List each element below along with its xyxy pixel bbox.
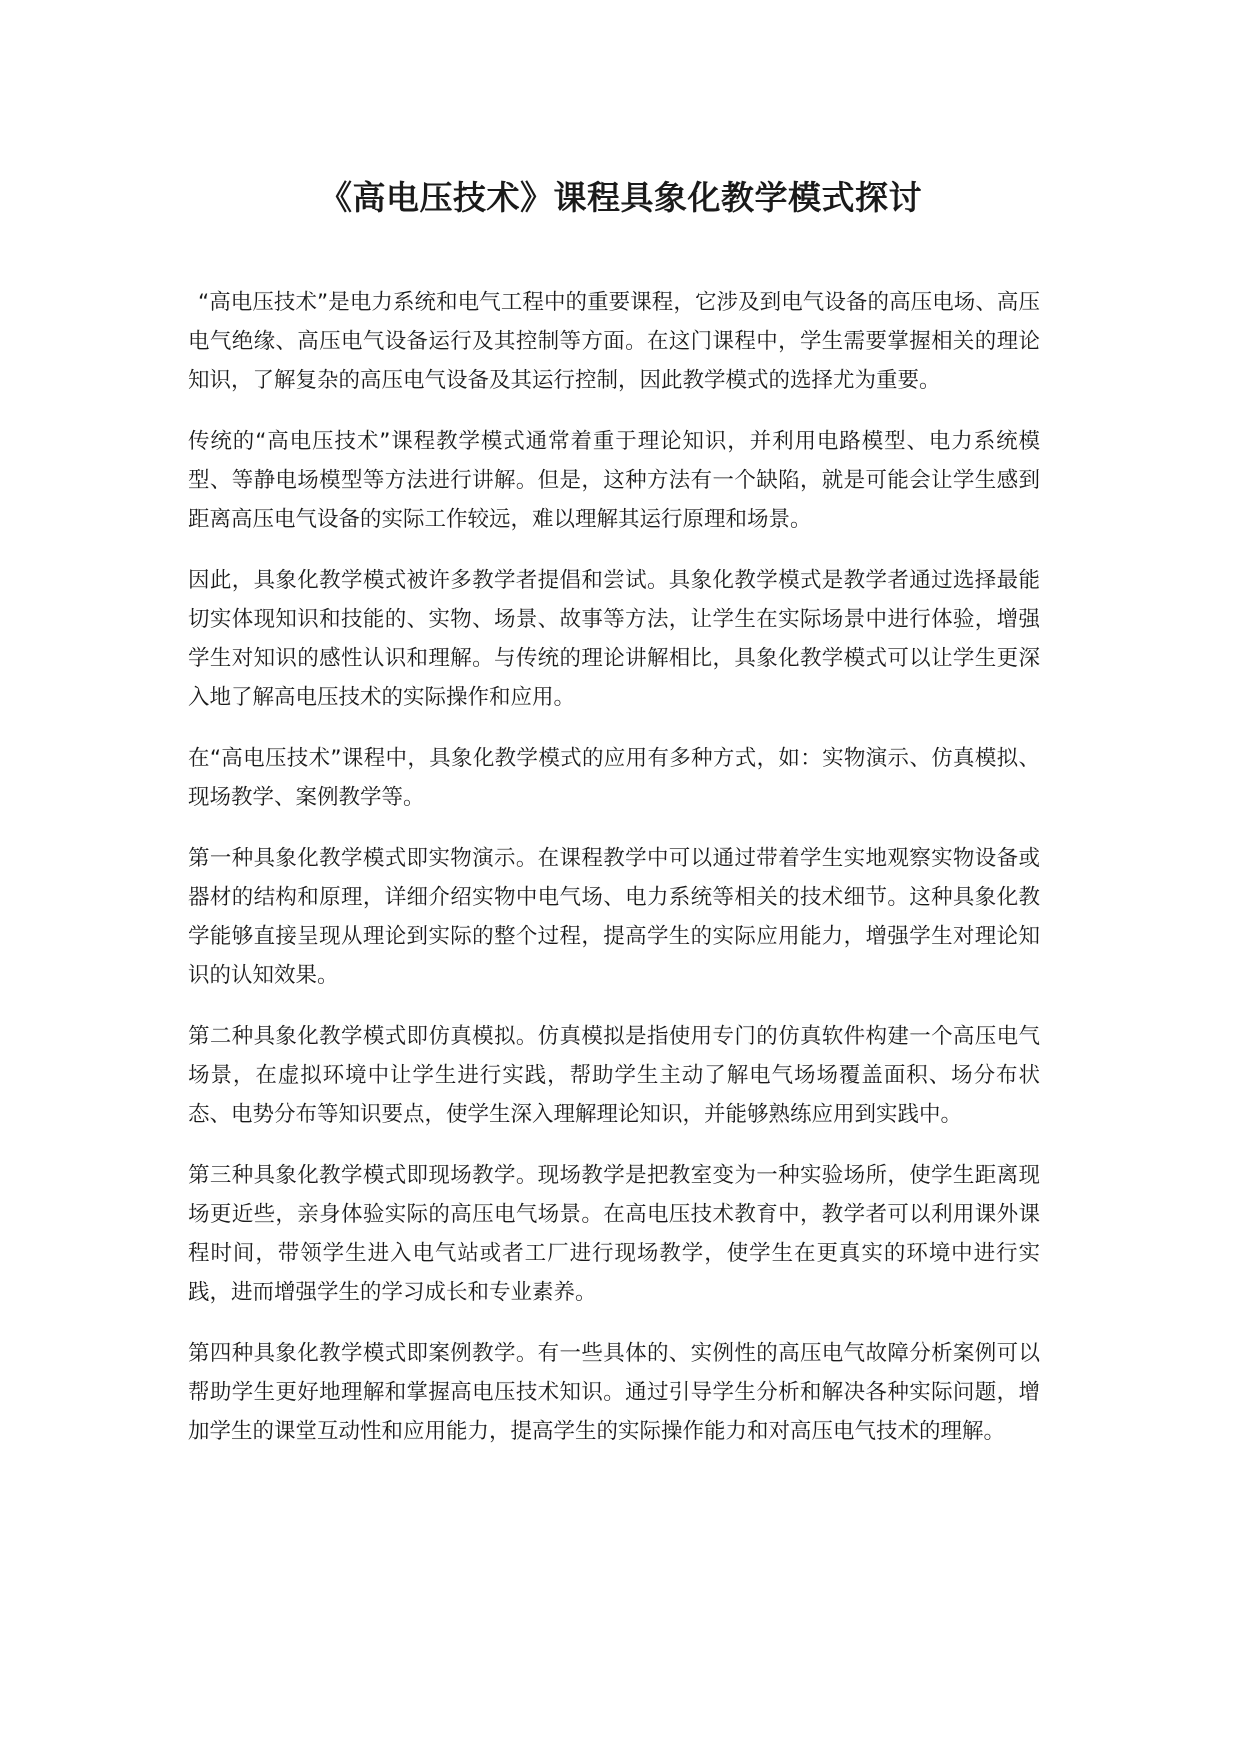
paragraph-4: 在“高电压技术”课程中，具象化教学模式的应用有多种方式，如：实物演示、仿真模拟、现场教学、案例教学等。 xyxy=(188,746,1040,810)
paragraph-3: 因此，具象化教学模式被许多教学者提倡和尝试。具象化教学模式是教学者通过选择最能切实体现知识和技能的、实物、场景、故事等方法，让学生在实际场景中进行体验，增强学生对知识的感性认识和理解。与传统的理论讲解相比，具象化教学模式可以让学生更深入地了解高电压技术的实际操作和应用。 xyxy=(188,568,1040,710)
paragraph-6: 第二种具象化教学模式即仿真模拟。仿真模拟是指使用专门的仿真软件构建一个高压电气场景，在虚拟环境中让学生进行实践，帮助学生主动了解电气场场覆盖面积、场分布状态、电势分布等知识要点，使学生深入理解理论知识，并能够熟练应用到实践中。 xyxy=(188,1024,1040,1127)
paragraph-2: 传统的“高电压技术”课程教学模式通常着重于理论知识，并利用电路模型、电力系统模型、等静电场模型等方法进行讲解。但是，这种方法有一个缺陷，就是可能会让学生感到距离高压电气设备的实际工作较远，难以理解其运行原理和场景。 xyxy=(188,429,1040,532)
document-title: 《高电压技术》课程具象化教学模式探讨 xyxy=(319,178,922,217)
paragraph-5: 第一种具象化教学模式即实物演示。在课程教学中可以通过带着学生实地观察实物设备或器材的结构和原理，详细介绍实物中电气场、电力系统等相关的技术细节。这种具象化教学能够直接呈现从理论到实际的整个过程，提高学生的实际应用能力，增强学生对理论知识的认知效果。 xyxy=(188,846,1040,988)
paragraph-8: 第四种具象化教学模式即案例教学。有一些具体的、实例性的高压电气故障分析案例可以帮助学生更好地理解和掌握高电压技术知识。通过引导学生分析和解决各种实际问题，增加学生的课堂互动性和应用能力，提高学生的实际操作能力和对高压电气技术的理解。 xyxy=(188,1341,1040,1444)
document-body xyxy=(188,283,1040,1473)
paragraph-7: 第三种具象化教学模式即现场教学。现场教学是把教室变为一种实验场所，使学生距离现场更近些，亲身体验实际的高压电气场景。在高电压技术教育中，教学者可以利用课外课程时间，带领学生进入电气站或者工厂进行现场教学，使学生在更真实的环境中进行实践，进而增强学生的学习成长和专业素养。 xyxy=(188,1163,1040,1305)
paragraph-1: “高电压技术”是电力系统和电气工程中的重要课程，它涉及到电气设备的高压电场、高压电气绝缘、高压电气设备运行及其控制等方面。在这门课程中，学生需要掌握相关的理论知识，了解复杂的高压电气设备及其运行控制，因此教学模式的选择尤为重要。 xyxy=(188,290,1040,393)
